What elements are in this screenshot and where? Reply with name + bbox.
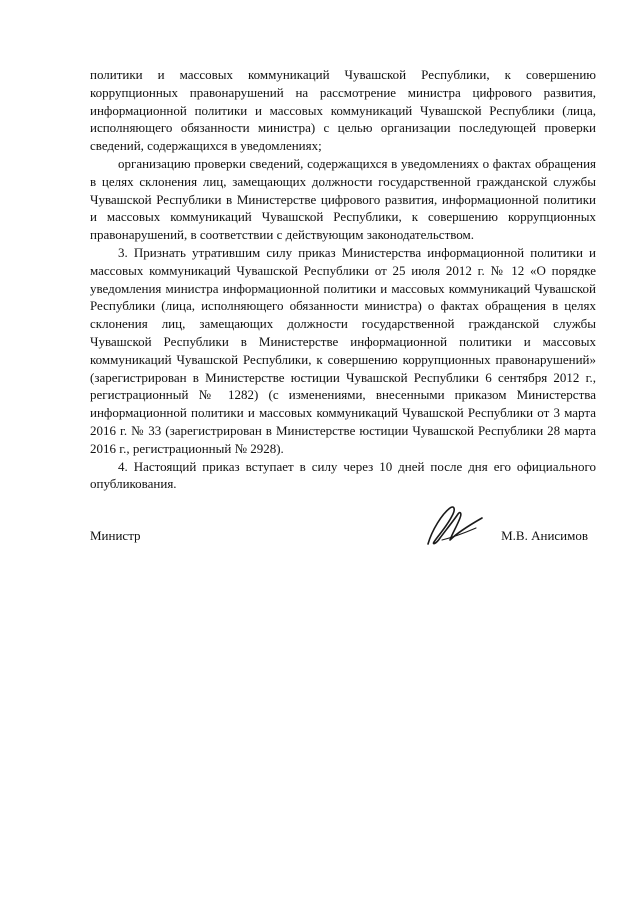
document-body [90, 66, 596, 493]
signatory-name: М.В. Анисимов [501, 528, 588, 543]
paragraph-verification: организацию проверки сведений, содержащихся в уведомлениях о фактах обращения в целях склонения лиц, замещающих должности государственной гражданской службы Чувашской Республики в Министерстве цифрового развития, информационной политики и массовых коммуникаций Чувашской Республики, к совершению коррупционных правонарушений, в соответствии с действующим законодательством. [90, 155, 596, 243]
paragraph-item-4: 4. Настоящий приказ вступает в силу через 10 дней после дня его официального опубликования. [90, 458, 596, 492]
paragraph-continuation: политики и массовых коммуникаций Чувашской Республики, к совершению коррупционных правонарушений на рассмотрение министра цифрового развития, информационной политики и массовых коммуникаций Чувашской Республики (лица, исполняющего обязанности министра) с целью организации последующей проверки сведений, содержащихся в уведомлениях; [90, 67, 596, 154]
signature-row [90, 524, 596, 548]
paragraph-item-3: 3. Признать утратившим силу приказ Министерства информационной политики и массовых коммуникаций Чувашской Республики от 25 июля 2012 г. № 12 «О порядке уведомления министра информационной политики и массовых коммуникаций Чувашской Республики (лица, исполняющего обязанности министра) о фактах обращения в целях склонения лиц, замещающих должности государственной гражданской службы Чувашской Республики в Министерстве информационной политики и массовых коммуникаций Чувашской Республики, к совершению коррупционных правонарушений» (зарегистрирован в Министерстве юстиции Чувашской Республики 6 сентября 2012 г., регистрационный № 1282) (с изменениями, внесенными приказом Министерства информационной политики и массовых коммуникаций Чувашской Республики от 3 марта 2016 г. № 33 (зарегистрирован в Министерстве юстиции Чувашской Республики 28 марта 2016 г., регистрационный № 2928). [90, 244, 596, 456]
signatory-title: Министр [90, 528, 141, 543]
